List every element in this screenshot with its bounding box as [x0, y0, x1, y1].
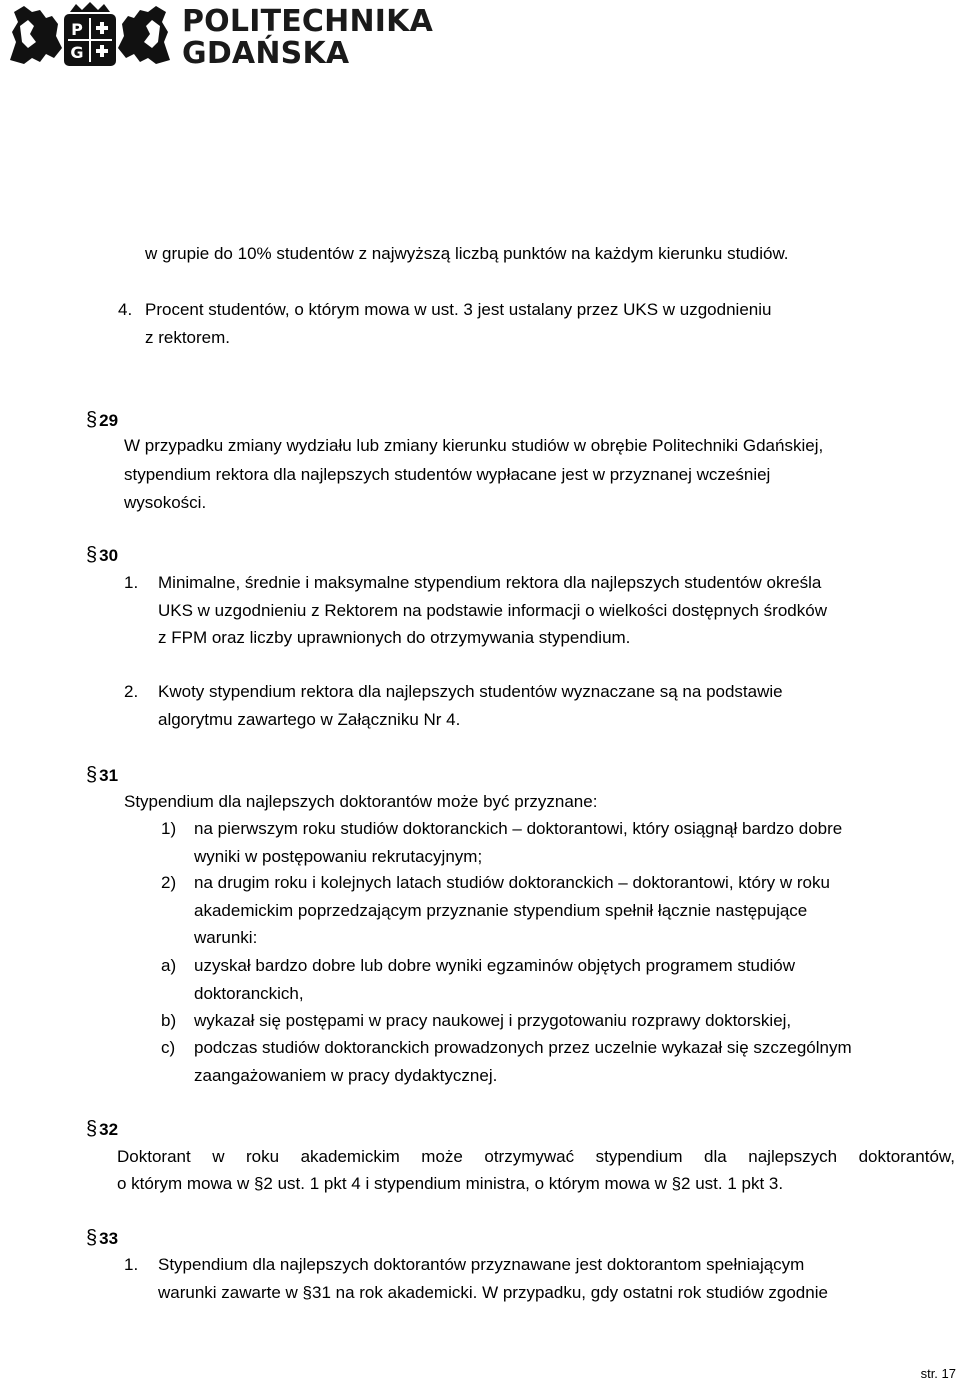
- text-line: Minimalne, średnie i maksymalne stypendium rektora dla najlepszych studentów określa: [158, 573, 822, 592]
- text-line: z rektorem.: [145, 328, 231, 347]
- text-line: z FPM oraz liczby uprawnionych do otrzymywania stypendium.: [158, 628, 631, 647]
- list-number: 4.: [118, 300, 133, 319]
- section-symbol: §: [86, 1118, 98, 1140]
- crest-emblem-icon: [6, 2, 174, 70]
- text-line: wysokości.: [124, 493, 207, 512]
- text-line: warunki zawarte w §31 na rok akademicki. W przypadku, gdy ostatni rok studiów zgodnie: [158, 1283, 828, 1302]
- text-line: algorytmu zawartego w Załączniku Nr 4.: [158, 710, 461, 729]
- text-line: warunki:: [194, 928, 258, 947]
- text-line: Stypendium dla najlepszych doktorantów może być przyznane:: [124, 792, 598, 811]
- section-symbol: §: [86, 1227, 98, 1249]
- section-number: 33: [99, 1229, 119, 1248]
- text-line: Doktorant w roku akademickim może otrzymywać stypendium dla najlepszych doktorantów,: [117, 1147, 955, 1166]
- section-heading-29: [86, 406, 118, 435]
- text-line: wykazał się postępami w pracy naukowej i przygotowaniu rozprawy doktorskiej,: [194, 1011, 792, 1030]
- section-symbol: §: [86, 764, 98, 786]
- text-line: na drugim roku i kolejnych latach studiów doktoranckich – doktorantowi, który w roku: [194, 873, 830, 892]
- section-number: 31: [99, 766, 119, 785]
- list-letter: b): [161, 1011, 177, 1030]
- list-number: 1.: [124, 573, 139, 592]
- section-symbol: §: [86, 409, 98, 431]
- section-number: 32: [99, 1120, 119, 1139]
- text-line: wyniki w postępowaniu rekrutacyjnym;: [194, 847, 483, 866]
- right-lion-icon: [118, 6, 170, 64]
- logo-line-2: GDAŃSKA: [182, 36, 350, 71]
- page-number: str. 17: [920, 1366, 956, 1381]
- section-heading-32: [86, 1115, 118, 1144]
- section-heading-31: [86, 761, 118, 790]
- text-line: na pierwszym roku studiów doktoranckich – doktorantowi, który osiągnął bardzo dobre: [194, 819, 843, 838]
- list-number: 2.: [124, 682, 139, 701]
- text-line: doktoranckich,: [194, 984, 304, 1003]
- list-number: 1): [161, 819, 177, 838]
- emblem-letter-g: G: [70, 43, 84, 62]
- list-letter: a): [161, 956, 177, 975]
- text-line: w grupie do 10% studentów z najwyższą liczbą punktów na każdym kierunku studiów.: [145, 244, 789, 263]
- logo-line-1: POLITECHNIKA: [182, 4, 433, 39]
- list-letter: c): [161, 1038, 176, 1057]
- crown-icon: [70, 2, 110, 12]
- emblem-letter-p: P: [71, 20, 83, 39]
- left-lion-icon: [10, 6, 62, 64]
- text-line: zaangażowaniem w pracy dydaktycznej.: [194, 1066, 498, 1085]
- section-number: 30: [99, 546, 119, 565]
- logo-wordmark: [182, 6, 433, 70]
- section-number: 29: [99, 411, 119, 430]
- section-heading-30: [86, 541, 118, 570]
- text-line: stypendium rektora dla najlepszych studentów wypłacane jest w przyznanej wcześniej: [124, 465, 771, 484]
- text-line: akademickim poprzedzającym przyznanie stypendium spełnił łącznie następujące: [194, 901, 808, 920]
- text-line: UKS w uzgodnieniu z Rektorem na podstawie informacji o wielkości dostępnych środków: [158, 601, 827, 620]
- text-line: Procent studentów, o którym mowa w ust. 3 jest ustalany przez UKS w uzgodnieniu: [145, 300, 772, 319]
- text-line: o którym mowa w §2 ust. 1 pkt 4 i stypendium ministra, o którym mowa w §2 ust. 1 pkt 3.: [117, 1174, 784, 1193]
- section-heading-33: [86, 1224, 118, 1253]
- text-line: uzyskał bardzo dobre lub dobre wyniki egzaminów objętych programem studiów: [194, 956, 795, 975]
- text-line: podczas studiów doktoranckich prowadzonych przez uczelnie wykazał się szczególnym: [194, 1038, 852, 1057]
- text-line: Stypendium dla najlepszych doktorantów przyznawane jest doktorantom spełniającym: [158, 1255, 805, 1274]
- text-line: W przypadku zmiany wydziału lub zmiany kierunku studiów w obrębie Politechniki Gdańskiej,: [124, 436, 824, 455]
- politechnika-gdanska-logo: [6, 2, 433, 72]
- list-number: 1.: [124, 1255, 139, 1274]
- list-number: 2): [161, 873, 177, 892]
- section-symbol: §: [86, 544, 98, 566]
- text-line: Kwoty stypendium rektora dla najlepszych studentów wyznaczane są na podstawie: [158, 682, 783, 701]
